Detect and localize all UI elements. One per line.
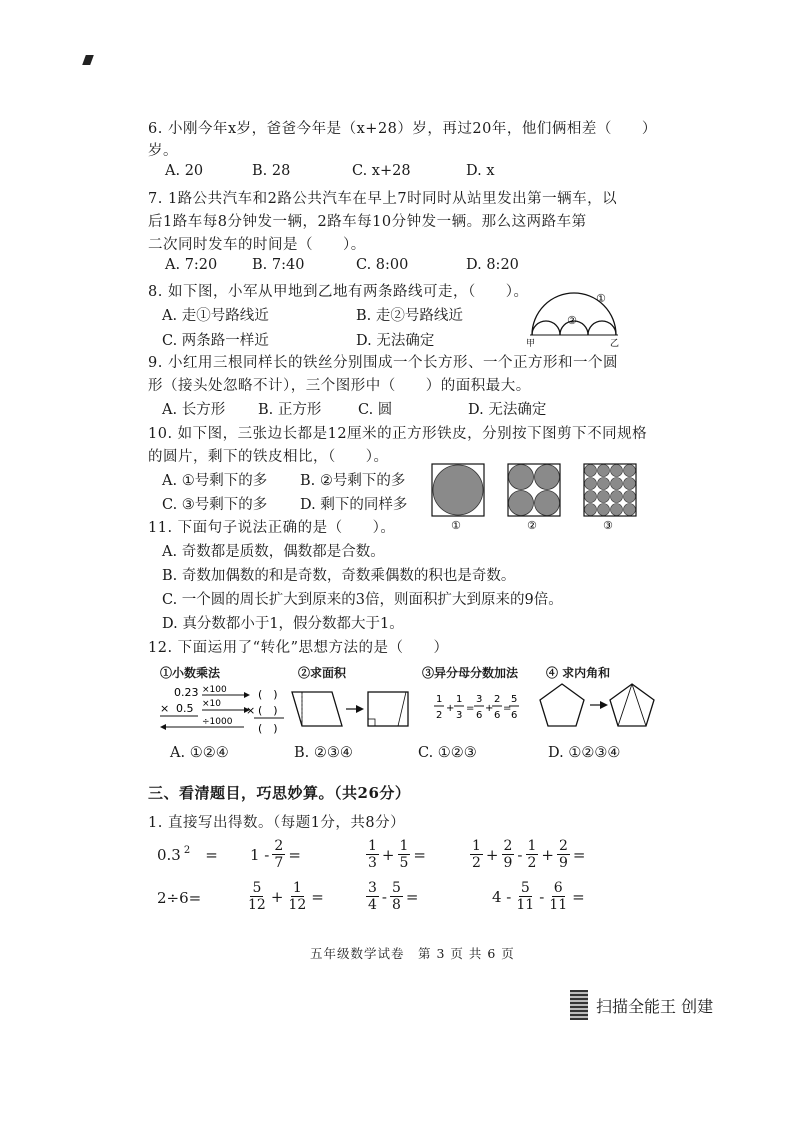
q12-panel-3-figure (434, 690, 520, 730)
q11-option-c: C. 一个圆的周长扩大到原来的3倍，则面积扩大到原来的9倍。 (162, 592, 563, 608)
q10-option-d: D. 剩下的同样多 (300, 497, 408, 513)
calc-r1-c2-frac: $\frac{2}{7}$ (274, 838, 284, 871)
q7-option-c: C. 8:00 (356, 257, 409, 273)
q10-stem-1: 10. 如下图，三张边长都是12厘米的正方形铁皮，分别按下图剪下不同规格 (148, 426, 648, 442)
watermark-text: 扫描全能王 创建 (596, 996, 714, 1016)
svg-text:3: 3 (476, 694, 483, 705)
q10-option-b: B. ②号剩下的多 (300, 473, 406, 489)
q12-p1-blank-2: ( ) (258, 704, 278, 717)
q10-fig-label-3: ③ (603, 519, 613, 532)
calc-r1-c4: $\frac{1}{2}$ + $\frac{2}{9}$ - $\frac{1}{2}$ + $\frac{2}{9}$ = (472, 838, 586, 871)
q12-panel-4-title: ④ 求内角和 (546, 666, 611, 680)
q10-fig3-disc (611, 465, 623, 477)
q12-panel-2-title: ②求面积 (298, 666, 347, 680)
q12-p1-times-sign: × (160, 702, 170, 715)
calc-r1-c3-frac-1: $\frac{1}{3}$ (368, 838, 377, 871)
section-3-sub-1: 1. 直接写出得数。（每题1分，共8分） (148, 815, 406, 831)
q12-panel-1-title: ①小数乘法 (160, 666, 221, 680)
q12-p1-x10: ×10 (202, 699, 221, 709)
svg-text:6: 6 (511, 710, 518, 721)
camscanner-watermark (570, 990, 713, 1020)
q6-option-b: B. 28 (252, 163, 291, 179)
calc-r1-c1-eq: = (205, 846, 218, 864)
q6-option-a: A. 20 (165, 163, 204, 179)
q8-route-figure (524, 285, 624, 347)
svg-text:2: 2 (494, 694, 501, 705)
q12-p1-factor-a: 0.23 (174, 686, 199, 699)
svg-text:1: 1 (456, 694, 463, 705)
q6-option-d: D. x (466, 163, 495, 179)
q11-stem: 11. 下面句子说法正确的是（ ）。 (148, 520, 396, 536)
q6-option-c: C. x+28 (352, 163, 411, 179)
svg-text:3: 3 (456, 710, 463, 721)
q12-p1-div1000: ÷1000 (202, 717, 233, 727)
q7-option-a: A. 7:20 (165, 257, 218, 273)
svg-text:6: 6 (494, 710, 501, 721)
q10-fig3-disc (598, 491, 610, 503)
q9-option-b: B. 正方形 (258, 402, 322, 418)
calc-r1-c2-lead: 1 - (250, 845, 270, 864)
q10-option-c: C. ③号剩下的多 (162, 497, 268, 513)
page-footer: 五年级数学试卷 第 3 页 共 6 页 (310, 946, 515, 961)
q12-p1-factor-b: 0.5 (176, 702, 194, 715)
calc-r1-c1 (157, 846, 218, 864)
q7-option-b: B. 7:40 (252, 257, 305, 273)
q8-fig-label-1: ① (596, 292, 606, 305)
q10-fig3-disc (598, 504, 610, 516)
q12-panel-2-figure (288, 688, 414, 732)
q10-fig3-disc (585, 465, 597, 477)
q12-panel-3-title: ③异分母分数加法 (422, 666, 519, 680)
q8-fig-label-end: 乙 (610, 339, 620, 347)
q7-stem-1: 7. 1路公共汽车和2路公共汽车在早上7时同时从站里发出第一辆车，以 (148, 191, 618, 207)
qr-code-icon (570, 990, 588, 1020)
q10-figure-3 (584, 464, 636, 516)
q9-option-d: D. 无法确定 (468, 402, 547, 418)
calc-r1-c2 (250, 838, 301, 871)
q7-stem-2: 后1路车每8分钟发一辆，2路车每10分钟发一辆。那么这两路车第 (148, 214, 587, 230)
q9-option-c: C. 圆 (358, 402, 393, 418)
calc-r2-c4: 4 - $\frac{5}{11}$ - $\frac{6}{11}$ = (492, 880, 585, 913)
q10-fig3-disc (585, 478, 597, 490)
svg-text:=: = (466, 703, 475, 714)
q10-figure-2 (508, 464, 560, 516)
q8-option-b: B. 走②号路线近 (356, 308, 463, 324)
q12-panel-4-figure (538, 682, 656, 730)
q10-fig3-disc (611, 491, 623, 503)
q12-p1-blank-3: ( ) (258, 722, 278, 735)
q8-stem: 8. 如下图，小军从甲地到乙地有两条路线可走，（ ）。 (148, 284, 529, 300)
q10-fig3-disc (624, 465, 636, 477)
q10-figure-1 (432, 464, 484, 516)
q12-p1-times-sign-2: × (246, 704, 256, 717)
q10-stem-2: 的圆片，剩下的铁皮相比，（ ）。 (148, 449, 389, 465)
q11-option-a: A. 奇数都是质数，偶数都是合数。 (162, 544, 385, 560)
q9-stem-1: 9. 小红用三根同样长的铁丝分别围成一个长方形、一个正方形和一个圆 (148, 355, 618, 371)
q12-p1-blank-1: ( ) (258, 688, 278, 701)
q10-tin-figures (430, 462, 648, 532)
q10-fig3-disc (585, 491, 597, 503)
q10-fig3-disc (598, 478, 610, 490)
scan-artifact (82, 55, 94, 65)
q8-fig-label-2: ② (567, 314, 577, 327)
calc-r1-c3-frac-2: $\frac{1}{5}$ (399, 838, 409, 871)
svg-text:=: = (503, 703, 512, 714)
q10-fig-label-1: ① (451, 519, 461, 532)
q10-fig3-disc (585, 504, 597, 516)
q6-stem-cont: 岁。 (148, 143, 178, 159)
q8-option-c: C. 两条路一样近 (162, 333, 269, 349)
svg-text:+: + (485, 703, 494, 714)
svg-text:6: 6 (476, 710, 483, 721)
q10-option-a: A. ①号剩下的多 (162, 473, 268, 489)
q6-stem: 6. 小刚今年x岁，爸爸今年是（x+28）岁，再过20年，他们俩相差（ ） (148, 121, 657, 137)
q10-fig3-disc (611, 504, 623, 516)
svg-text:2: 2 (436, 710, 443, 721)
q12-p1-x100: ×100 (202, 685, 227, 695)
calc-r1-c2-eq: = (288, 845, 301, 864)
q12-option-c: C. ①②③ (418, 745, 477, 761)
svg-text:1: 1 (436, 694, 443, 705)
calc-r1-c1-exponent: 2 (183, 844, 191, 856)
calc-r1-c1-base: 0.3 (157, 846, 181, 864)
q11-option-d: D. 真分数都小于1，假分数都大于1。 (162, 616, 404, 632)
section-3-title: 三、看清题目，巧思妙算。（共26分） (148, 784, 411, 802)
svg-text:5: 5 (511, 694, 518, 705)
q9-stem-2: 形（接头处忽略不计），三个图形中（ ）的面积最大。 (148, 378, 531, 394)
q7-option-d: D. 8:20 (466, 257, 519, 273)
q12-option-b: B. ②③④ (294, 745, 353, 761)
q10-fig3-disc (624, 504, 636, 516)
q10-fig3-disc (624, 491, 636, 503)
q12-panel-1-figure (158, 682, 288, 738)
calc-r2-c3: $\frac{3}{4}$ - $\frac{5}{8}$ = (368, 880, 419, 913)
q12-option-d: D. ①②③④ (548, 745, 621, 761)
q7-stem-3: 二次同时发车的时间是（ ）。 (148, 237, 366, 253)
calc-r2-c1: 2÷6= (157, 889, 202, 907)
q10-fig-label-2: ② (527, 519, 537, 532)
q8-fig-label-start: 甲 (526, 339, 536, 347)
q12-option-a: A. ①②④ (170, 745, 229, 761)
q11-option-b: B. 奇数加偶数的和是奇数，奇数乘偶数的积也是奇数。 (162, 568, 516, 584)
q12-stem: 12. 下面运用了“转化”思想方法的是（ ） (148, 640, 449, 656)
calc-r1-c3: $\frac{1}{3}$ + $\frac{1}{5}$ = (368, 838, 426, 871)
q10-fig3-disc (611, 478, 623, 490)
svg-text:+: + (446, 703, 455, 714)
q8-option-a: A. 走①号路线近 (162, 308, 269, 324)
q10-fig3-disc (624, 478, 636, 490)
q10-fig3-disc (598, 465, 610, 477)
calc-r2-c2: $\frac{5}{12}$ + $\frac{1}{12}$ = (248, 880, 324, 913)
q9-option-a: A. 长方形 (162, 402, 226, 418)
q8-option-d: D. 无法确定 (356, 333, 435, 349)
